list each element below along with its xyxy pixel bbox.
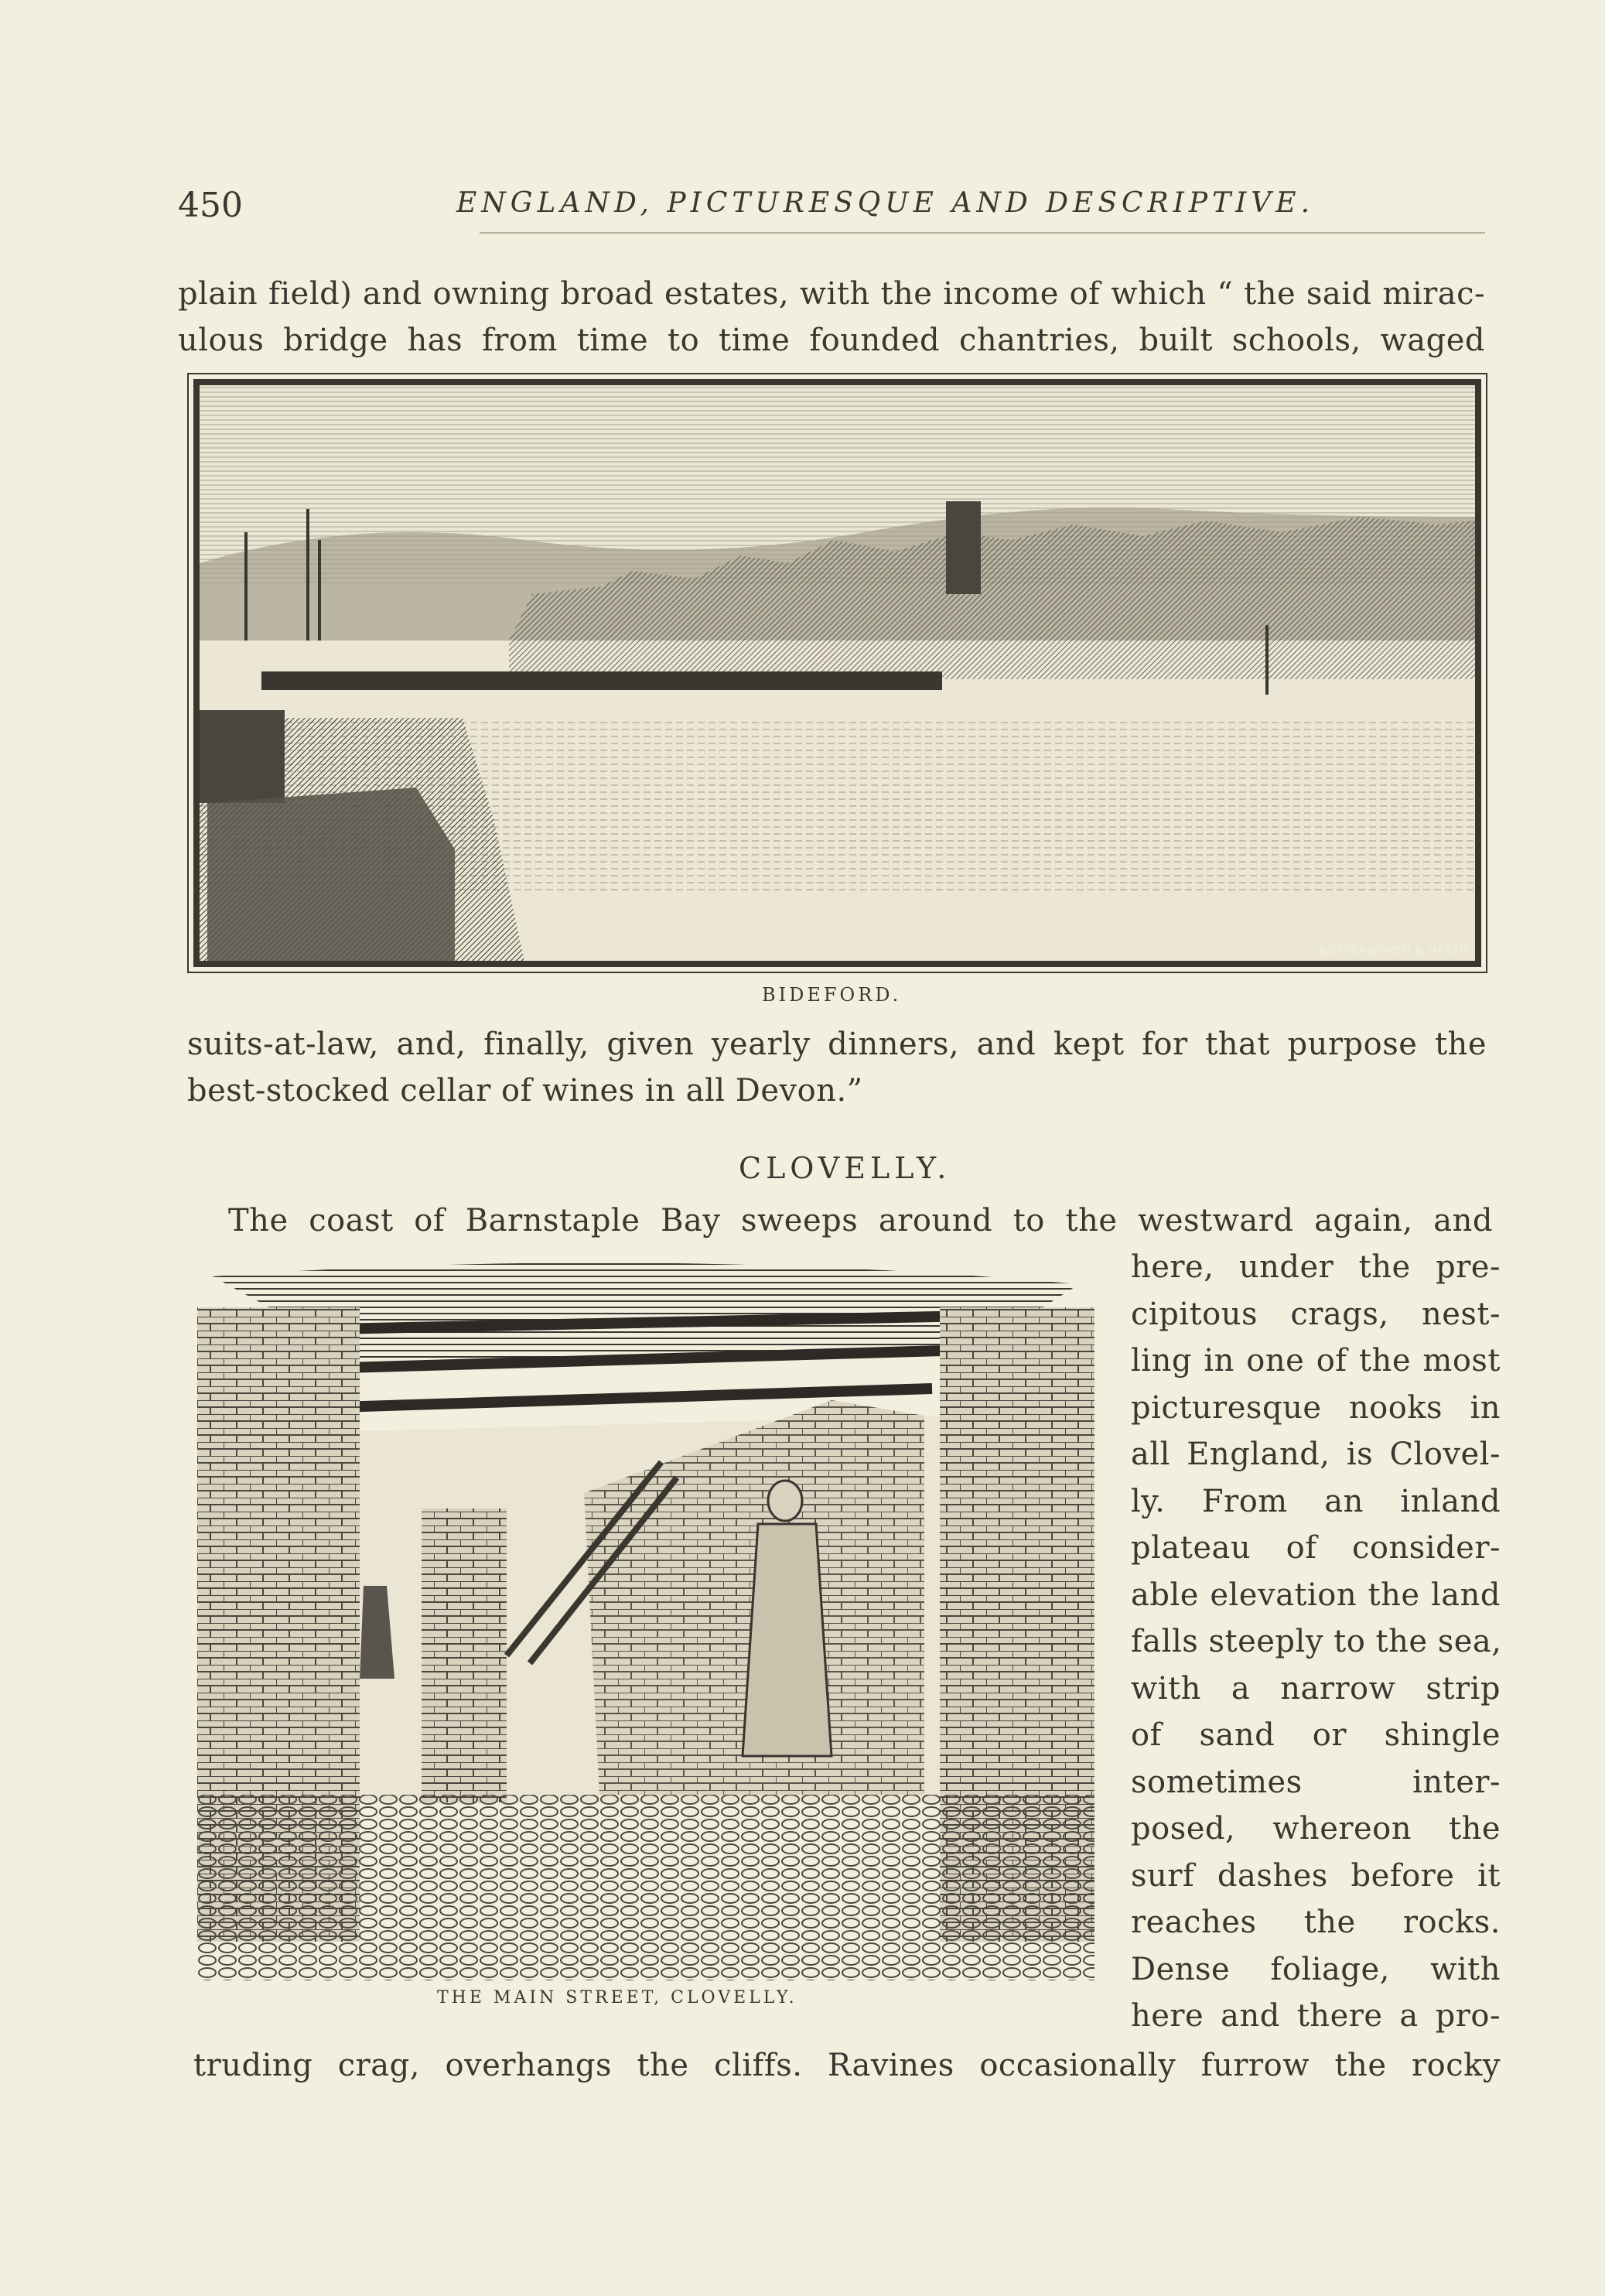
engraver-credit: BUTTERWORTH & HEATH: [1319, 945, 1469, 958]
clovelly-caption: THE MAIN STREET, CLOVELLY.: [437, 1988, 797, 2007]
body-line: best-stocked cellar of wines in all Devon.”: [187, 1073, 863, 1109]
bridge-arch: [579, 691, 599, 718]
bridge-arch: [301, 691, 321, 718]
header-rule: [480, 232, 1485, 234]
bideford-caption: BIDEFORD.: [762, 984, 902, 1006]
body-line: here and there a pro-: [1131, 1998, 1501, 2034]
clovelly-illustration: [197, 1261, 1094, 1980]
body-line: Dense foliage, with: [1131, 1951, 1501, 1987]
bridge-arch: [830, 691, 850, 718]
bridge-arch: [635, 691, 655, 718]
body-line: ulous bridge has from time to time founded chantries, built schools, waged: [178, 323, 1485, 358]
body-line: truding crag, overhangs the cliffs. Ravines occasionally furrow the rocky: [193, 2048, 1501, 2083]
bridge-arch: [496, 691, 516, 718]
bridge-arch: [663, 691, 683, 718]
bridge-arch: [774, 691, 794, 718]
bridge-arch: [607, 691, 627, 718]
bideford-illustration: [200, 385, 1475, 961]
body-line: picturesque nooks in: [1131, 1389, 1501, 1426]
clovelly-engraving: [197, 1261, 1094, 1980]
body-line: able elevation the land: [1131, 1577, 1501, 1613]
bridge-arch: [913, 691, 934, 718]
bridge-arch: [858, 691, 878, 718]
body-line: ly. From an inland: [1131, 1483, 1501, 1519]
bridge-arch: [719, 691, 739, 718]
bridge-arch: [802, 691, 822, 718]
bridge-arch: [357, 691, 377, 718]
body-line: cipitous crags, nest-: [1131, 1296, 1501, 1332]
bridge-arch: [746, 691, 767, 718]
page-number: 450: [178, 186, 243, 225]
body-line: posed, whereon the: [1131, 1811, 1501, 1847]
stone-pillar: [422, 1508, 507, 1802]
body-line: plain field) and owning broad estates, with the income of which “ the said mirac-: [178, 276, 1485, 312]
body-line: ling in one of the most: [1131, 1343, 1501, 1379]
bridge-arch: [552, 691, 572, 718]
body-line: plateau of consider-: [1131, 1530, 1501, 1566]
body-line: suits-at-law, and, finally, given yearly dinners, and kept for that purpose the: [187, 1027, 1487, 1062]
bridge-arch: [468, 691, 488, 718]
bridge-arch: [384, 691, 405, 718]
body-line: here, under the pre-: [1131, 1249, 1501, 1285]
bridge-arch: [329, 691, 349, 718]
bridge-arch: [412, 691, 432, 718]
bridge-arch: [440, 691, 460, 718]
body-line: reaches the rocks.: [1131, 1905, 1501, 1940]
cobbled-street: [197, 1795, 1094, 1980]
bridge-arch: [691, 691, 711, 718]
body-line: falls steeply to the sea,: [1131, 1624, 1502, 1659]
church-tower: [946, 501, 981, 594]
bridge-arch: [886, 691, 906, 718]
body-line: with a narrow strip: [1131, 1670, 1501, 1707]
body-line: surf dashes before it: [1131, 1857, 1501, 1894]
bideford-engraving: [193, 379, 1481, 967]
body-line: of sand or shingle: [1131, 1717, 1501, 1753]
bridge-deck: [261, 671, 942, 690]
foreground-houses: [200, 710, 285, 803]
running-head: ENGLAND, PICTURESQUE AND DESCRIPTIVE.: [456, 187, 1315, 219]
body-line: The coast of Barnstaple Bay sweeps around to the westward again, and: [228, 1203, 1493, 1239]
body-line: all England, is Clovel-: [1131, 1437, 1501, 1472]
body-line: sometimes inter-: [1131, 1764, 1501, 1800]
foreground-roofs: [207, 788, 455, 961]
section-heading: CLOVELLY.: [739, 1151, 951, 1185]
bridge-arch: [524, 691, 544, 718]
